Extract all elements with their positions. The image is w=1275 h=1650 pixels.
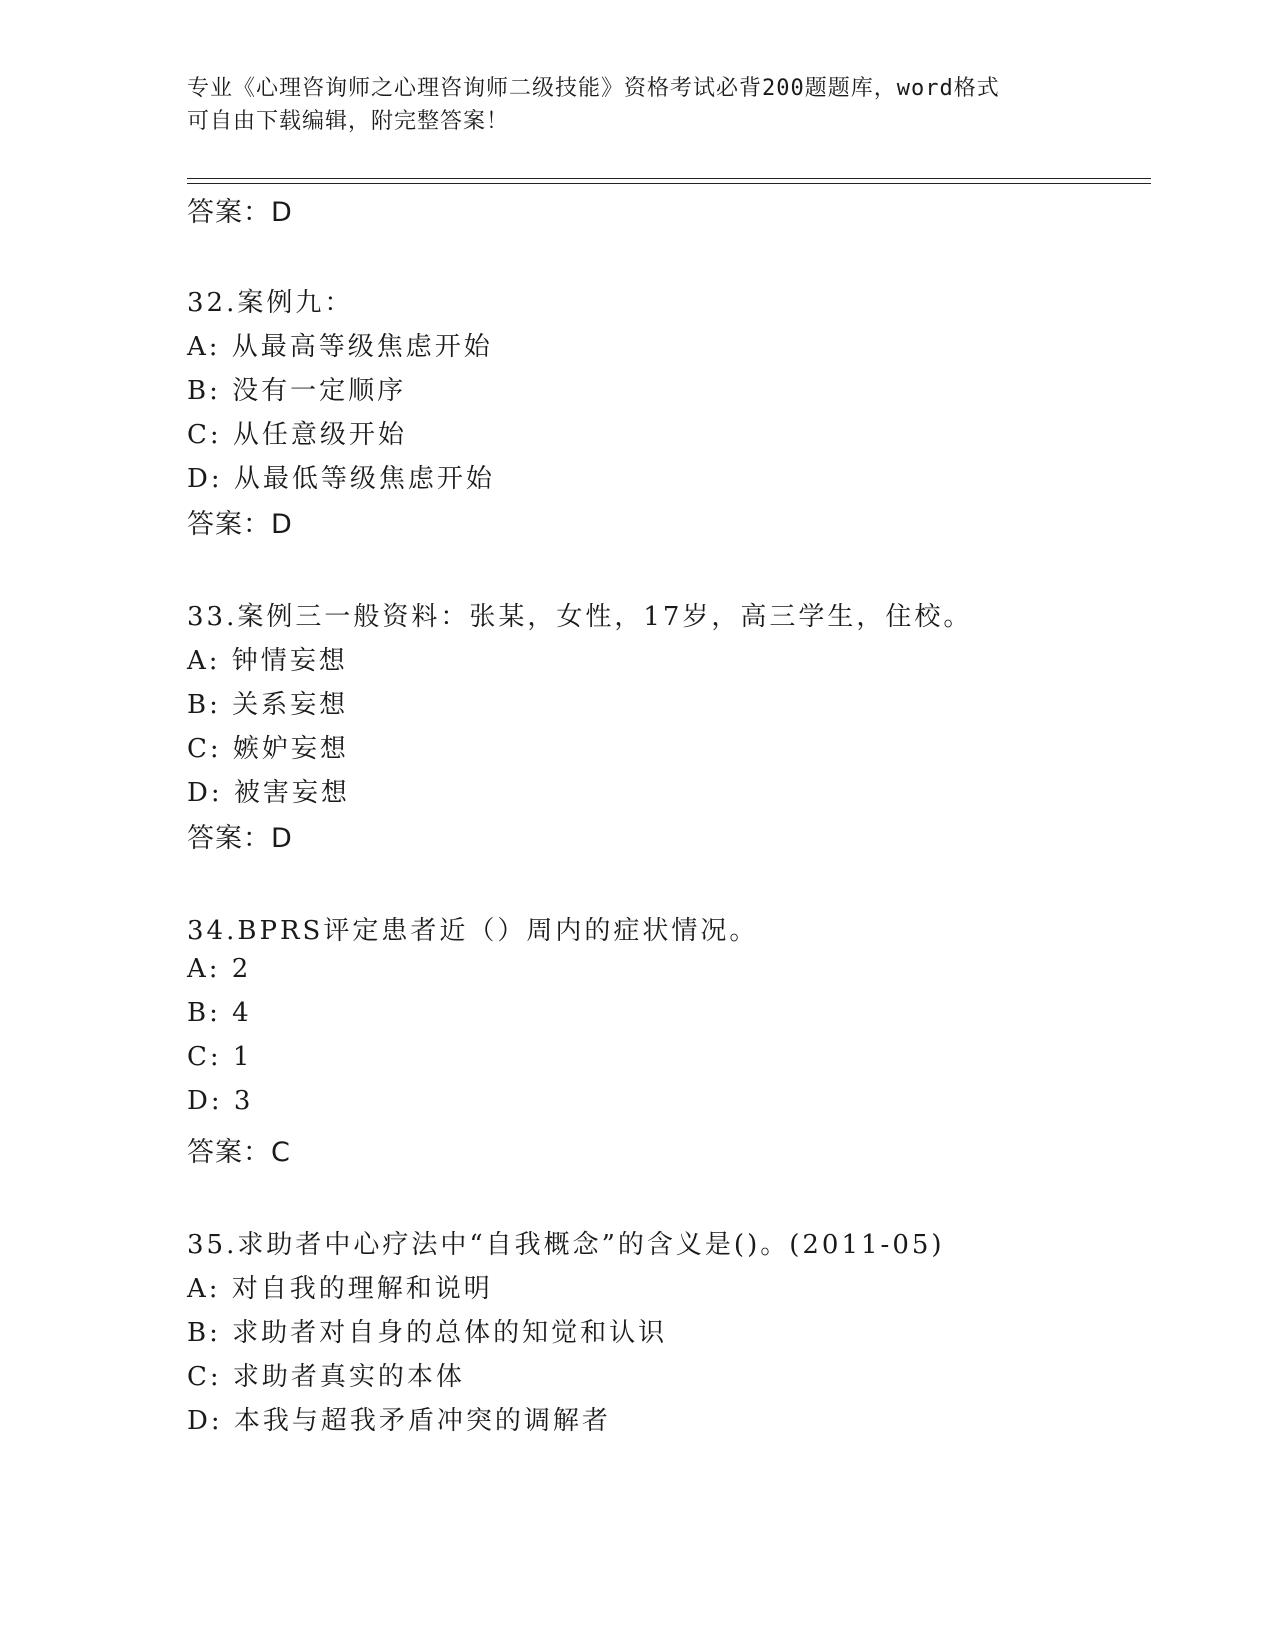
question-32-option-d: D: 从最低等级焦虑开始 bbox=[187, 464, 495, 494]
answer-33: 答案：D bbox=[187, 823, 293, 854]
question-35-option-b: B: 求助者对自身的总体的知觉和认识 bbox=[187, 1318, 668, 1348]
question-34-option-c: C: 1 bbox=[187, 1042, 253, 1072]
document-header bbox=[187, 72, 1087, 138]
question-32-option-c: C: 从任意级开始 bbox=[187, 420, 407, 450]
header-divider-2 bbox=[187, 183, 1151, 184]
question-35-option-d: D: 本我与超我矛盾冲突的调解者 bbox=[187, 1406, 611, 1436]
question-32-option-a: A: 从最高等级焦虑开始 bbox=[187, 332, 493, 362]
question-32: 32.案例九： bbox=[187, 288, 354, 318]
header-line-1: 专业《心理咨询师之心理咨询师二级技能》资格考试必背200题题库，word格式 bbox=[187, 76, 1000, 101]
question-33-option-c: C: 嫉妒妄想 bbox=[187, 734, 349, 764]
question-32-option-b: B: 没有一定顺序 bbox=[187, 376, 407, 406]
question-35: 35.求助者中心疗法中“自我概念”的含义是()。(2011-05) bbox=[187, 1230, 945, 1260]
question-33: 33.案例三一般资料：张某，女性，17岁，高三学生，住校。 bbox=[187, 602, 973, 632]
header-line-2: 可自由下载编辑，附完整答案！ bbox=[187, 109, 510, 134]
question-33-option-b: B: 关系妄想 bbox=[187, 690, 349, 720]
question-33-option-d: D: 被害妄想 bbox=[187, 778, 350, 808]
question-34-option-b: B: 4 bbox=[187, 998, 252, 1028]
question-35-option-c: C: 求助者真实的本体 bbox=[187, 1362, 465, 1392]
question-35-option-a: A: 对自我的理解和说明 bbox=[187, 1274, 493, 1304]
answer-31: 答案：D bbox=[187, 197, 293, 228]
question-34-option-a: A: 2 bbox=[187, 954, 252, 984]
answer-32: 答案：D bbox=[187, 509, 293, 540]
question-33-option-a: A: 钟情妄想 bbox=[187, 646, 348, 676]
question-34-option-d: D: 3 bbox=[187, 1086, 254, 1116]
header-divider bbox=[187, 178, 1151, 179]
answer-34: 答案：C bbox=[187, 1137, 291, 1168]
question-34: 34.BPRS评定患者近（）周内的症状情况。 bbox=[187, 916, 759, 946]
